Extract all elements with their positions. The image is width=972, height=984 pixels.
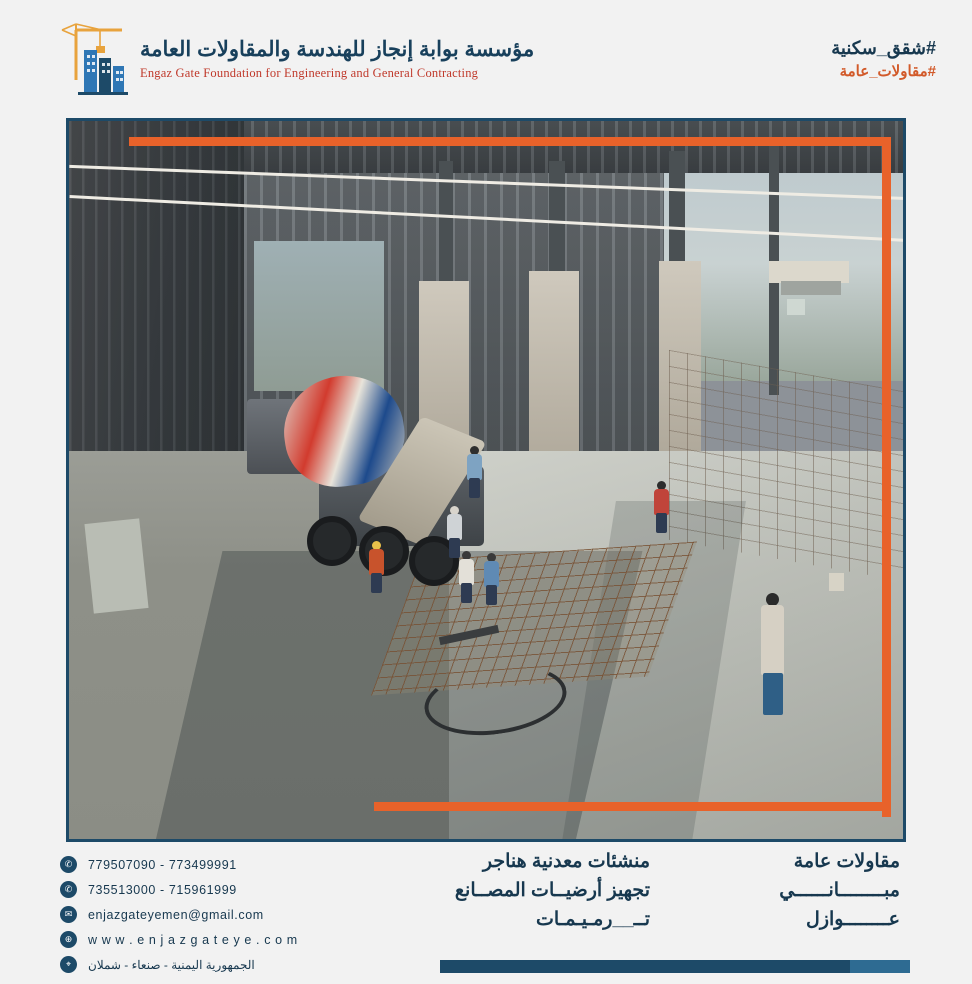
- contact-text: enjazgateyemen@gmail.com: [88, 907, 264, 922]
- phone-icon: ✆: [60, 881, 77, 898]
- truck-wheel: [359, 526, 409, 576]
- contact-list: [60, 852, 360, 977]
- service-label-left: تــ__رمـيـمـات: [536, 909, 650, 930]
- contact-text: 735513000 - 715961999: [88, 882, 237, 897]
- phone-icon: ✆: [60, 856, 77, 873]
- location-icon: ⌖: [60, 956, 77, 973]
- service-label-left: منشئات معدنية هناجر: [482, 851, 650, 872]
- service-label-right: مقاولات عامة: [793, 851, 900, 872]
- tarp-material: [84, 518, 148, 613]
- service-label-right: عــــــــوازل: [806, 909, 900, 930]
- wall-opening: [254, 241, 384, 391]
- contact-row-phone-1[interactable]: [60, 852, 360, 877]
- site-material-stack: [769, 261, 849, 283]
- footer-accent-bar: [440, 960, 910, 973]
- contact-row-website[interactable]: [60, 927, 360, 952]
- truck-wheel: [307, 516, 357, 566]
- logo-block: [56, 22, 534, 96]
- service-row: [360, 879, 900, 902]
- photo-scene: [69, 121, 903, 839]
- company-name-english: Engaz Gate Foundation for Engineering and General Contracting: [140, 65, 479, 80]
- accent-line-right: [882, 137, 891, 817]
- hashtag-primary: #شقق_سكنية: [831, 38, 936, 59]
- company-name-arabic: مؤسسة بوابة إنجاز للهندسة والمقاولات العامة: [140, 37, 535, 61]
- service-label-left: تجهيز أرضيــات المصــانع: [454, 880, 650, 901]
- globe-icon: ⊕: [60, 931, 77, 948]
- hashtag-block: [831, 35, 944, 83]
- service-label-right: مبــــــــانــــــي: [779, 880, 900, 901]
- contact-text: w w w . e n j a z g a t e y e . c o m: [88, 932, 298, 947]
- bucket: [829, 573, 844, 591]
- accent-line-top: [129, 137, 889, 146]
- concrete-pier: [529, 271, 579, 466]
- contact-text: الجمهورية اليمنية - صنعاء - شملان: [88, 957, 255, 972]
- project-photo: [66, 118, 906, 842]
- service-row: [360, 850, 900, 873]
- contact-row-email[interactable]: [60, 902, 360, 927]
- contact-row-phone-2[interactable]: [60, 877, 360, 902]
- mail-icon: ✉: [60, 906, 77, 923]
- company-name-block: [140, 38, 534, 81]
- contact-text: 779507090 - 773499991: [88, 857, 237, 872]
- footer: [0, 848, 972, 984]
- bucket: [787, 299, 805, 315]
- site-material-stack: [781, 281, 841, 295]
- contact-row-address[interactable]: [60, 952, 360, 977]
- services-list: [360, 850, 900, 937]
- hashtag-secondary: #مقاولات_عامة: [839, 63, 936, 81]
- accent-line-bottom: [374, 802, 889, 811]
- service-row: [360, 908, 900, 931]
- header: [0, 0, 972, 118]
- crane-building-logo-icon: [56, 22, 130, 96]
